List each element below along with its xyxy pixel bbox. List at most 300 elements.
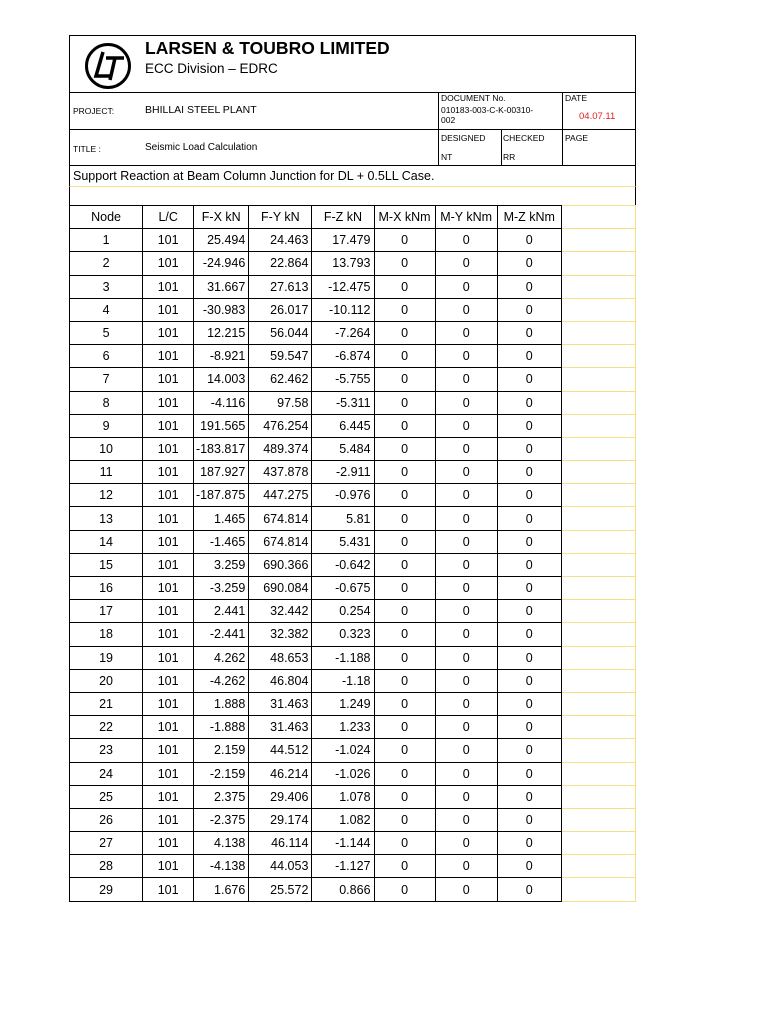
table-cell: 0 bbox=[374, 762, 435, 785]
spare-cell bbox=[561, 391, 635, 414]
table-cell: -183.817 bbox=[194, 437, 249, 460]
table-cell: 690.084 bbox=[249, 577, 312, 600]
table-cell: -7.264 bbox=[312, 321, 374, 344]
table-cell: 191.565 bbox=[194, 414, 249, 437]
table-cell: 0 bbox=[497, 391, 561, 414]
table-cell: 101 bbox=[143, 229, 194, 252]
table-cell: -1.18 bbox=[312, 669, 374, 692]
table-cell: 0 bbox=[435, 878, 497, 901]
table-cell: 4.138 bbox=[194, 832, 249, 855]
spare-cell bbox=[561, 762, 635, 785]
table-cell: 13.793 bbox=[312, 252, 374, 275]
table-cell: 31.667 bbox=[194, 275, 249, 298]
spare-cell bbox=[561, 808, 635, 831]
table-cell: -1.024 bbox=[312, 739, 374, 762]
table-cell: 0 bbox=[497, 808, 561, 831]
table-cell: 101 bbox=[143, 646, 194, 669]
spare-cell bbox=[561, 716, 635, 739]
table-caption-text: Support Reaction at Beam Column Junction for DL + 0.5LL Case. bbox=[73, 169, 435, 183]
table-cell: 0 bbox=[497, 716, 561, 739]
title-value: Seismic Load Calculation bbox=[145, 142, 258, 153]
table-cell: 13 bbox=[70, 507, 143, 530]
table-cell: 5 bbox=[70, 321, 143, 344]
table-cell: 0 bbox=[374, 669, 435, 692]
table-cell: 62.462 bbox=[249, 368, 312, 391]
table-cell: 0 bbox=[435, 716, 497, 739]
table-row bbox=[70, 298, 636, 321]
table-row bbox=[70, 669, 636, 692]
table-cell: 2.159 bbox=[194, 739, 249, 762]
table-cell: 1.676 bbox=[194, 878, 249, 901]
table-cell: 0 bbox=[435, 275, 497, 298]
table-cell: 0 bbox=[374, 461, 435, 484]
table-row bbox=[70, 692, 636, 715]
table-cell: 5.484 bbox=[312, 437, 374, 460]
table-row bbox=[70, 252, 636, 275]
table-cell: 7 bbox=[70, 368, 143, 391]
table-cell: 0 bbox=[374, 530, 435, 553]
table-cell: 101 bbox=[143, 414, 194, 437]
page-label: PAGE bbox=[565, 133, 588, 143]
support-reaction-table bbox=[69, 205, 636, 902]
table-cell: 0 bbox=[497, 345, 561, 368]
table-cell: 187.927 bbox=[194, 461, 249, 484]
table-cell: 0 bbox=[435, 762, 497, 785]
table-cell: 101 bbox=[143, 785, 194, 808]
table-cell: 101 bbox=[143, 669, 194, 692]
table-cell: 101 bbox=[143, 368, 194, 391]
table-cell: 0 bbox=[435, 600, 497, 623]
table-cell: 17.479 bbox=[312, 229, 374, 252]
table-row bbox=[70, 808, 636, 831]
table-cell: 0 bbox=[435, 577, 497, 600]
table-cell: 0 bbox=[497, 739, 561, 762]
table-cell: 0 bbox=[497, 437, 561, 460]
spare-cell bbox=[561, 252, 635, 275]
table-cell: 101 bbox=[143, 692, 194, 715]
table-cell: -10.112 bbox=[312, 298, 374, 321]
table-cell: 28 bbox=[70, 855, 143, 878]
spare-cell bbox=[561, 321, 635, 344]
column-header: F-X kN bbox=[194, 206, 249, 229]
table-row bbox=[70, 878, 636, 901]
table-cell: 18 bbox=[70, 623, 143, 646]
table-cell: 0 bbox=[435, 252, 497, 275]
table-cell: 21 bbox=[70, 692, 143, 715]
table-cell: 24 bbox=[70, 762, 143, 785]
table-cell: -1.188 bbox=[312, 646, 374, 669]
table-cell: 22.864 bbox=[249, 252, 312, 275]
table-cell: 48.653 bbox=[249, 646, 312, 669]
table-row bbox=[70, 716, 636, 739]
table-cell: 101 bbox=[143, 298, 194, 321]
table-cell: 0 bbox=[374, 229, 435, 252]
project-label: PROJECT: bbox=[73, 106, 115, 116]
table-row bbox=[70, 391, 636, 414]
table-cell: 0 bbox=[435, 692, 497, 715]
table-row bbox=[70, 414, 636, 437]
table-cell: 20 bbox=[70, 669, 143, 692]
table-cell: 2 bbox=[70, 252, 143, 275]
table-cell: 0 bbox=[374, 368, 435, 391]
table-cell: -187.875 bbox=[194, 484, 249, 507]
table-cell: 46.114 bbox=[249, 832, 312, 855]
table-cell: 31.463 bbox=[249, 692, 312, 715]
table-cell: 0 bbox=[435, 437, 497, 460]
table-cell: 22 bbox=[70, 716, 143, 739]
table-cell: -3.259 bbox=[194, 577, 249, 600]
table-cell: 0 bbox=[374, 252, 435, 275]
table-cell: 0 bbox=[374, 692, 435, 715]
table-cell: 27 bbox=[70, 832, 143, 855]
table-cell: 15 bbox=[70, 553, 143, 576]
table-row bbox=[70, 623, 636, 646]
designed-value: NT bbox=[441, 152, 453, 162]
spare-cell bbox=[561, 229, 635, 252]
table-row bbox=[70, 368, 636, 391]
checked-value: RR bbox=[503, 152, 516, 162]
table-cell: 0 bbox=[497, 530, 561, 553]
table-cell: 26.017 bbox=[249, 298, 312, 321]
table-cell: 0 bbox=[497, 275, 561, 298]
table-cell: 101 bbox=[143, 345, 194, 368]
table-cell: 1.082 bbox=[312, 808, 374, 831]
date-label: DATE bbox=[565, 93, 588, 103]
table-cell: 4 bbox=[70, 298, 143, 321]
table-cell: -8.921 bbox=[194, 345, 249, 368]
table-cell: 46.804 bbox=[249, 669, 312, 692]
table-cell: -0.675 bbox=[312, 577, 374, 600]
table-cell: -2.375 bbox=[194, 808, 249, 831]
table-row bbox=[70, 855, 636, 878]
table-cell: 32.442 bbox=[249, 600, 312, 623]
column-header: F-Z kN bbox=[312, 206, 374, 229]
table-cell: 0 bbox=[374, 437, 435, 460]
document-label: DOCUMENT No. bbox=[441, 93, 506, 103]
table-cell: 101 bbox=[143, 530, 194, 553]
table-cell: 0 bbox=[435, 623, 497, 646]
table-cell: 0 bbox=[435, 368, 497, 391]
table-cell: -4.138 bbox=[194, 855, 249, 878]
table-row bbox=[70, 832, 636, 855]
table-cell: 0 bbox=[374, 832, 435, 855]
company-name: LARSEN & TOUBRO LIMITED bbox=[145, 38, 390, 58]
table-cell: -2.441 bbox=[194, 623, 249, 646]
table-cell: 27.613 bbox=[249, 275, 312, 298]
table-cell: 0.323 bbox=[312, 623, 374, 646]
lt-logo-icon bbox=[84, 42, 132, 90]
spare-cell bbox=[561, 692, 635, 715]
table-cell: 1.249 bbox=[312, 692, 374, 715]
table-cell: 0 bbox=[374, 391, 435, 414]
table-cell: 25.494 bbox=[194, 229, 249, 252]
table-cell: 0 bbox=[435, 785, 497, 808]
table-cell: 489.374 bbox=[249, 437, 312, 460]
table-cell: 0 bbox=[374, 623, 435, 646]
spare-cell bbox=[561, 553, 635, 576]
table-cell: -0.642 bbox=[312, 553, 374, 576]
table-cell: 0 bbox=[497, 414, 561, 437]
spare-cell bbox=[561, 414, 635, 437]
table-row bbox=[70, 600, 636, 623]
project-value: BHILLAI STEEL PLANT bbox=[145, 104, 257, 116]
table-row bbox=[70, 762, 636, 785]
table-cell: 0 bbox=[497, 600, 561, 623]
table-cell: 0 bbox=[374, 577, 435, 600]
spare-cell bbox=[561, 739, 635, 762]
table-cell: -5.755 bbox=[312, 368, 374, 391]
division-name: ECC Division – EDRC bbox=[145, 61, 278, 76]
table-cell: 0 bbox=[497, 646, 561, 669]
table-cell: 12 bbox=[70, 484, 143, 507]
table-cell: 0 bbox=[435, 808, 497, 831]
table-cell: 29.406 bbox=[249, 785, 312, 808]
table-cell: 0 bbox=[374, 600, 435, 623]
table-cell: 101 bbox=[143, 600, 194, 623]
table-cell: 0 bbox=[435, 507, 497, 530]
table-row bbox=[70, 484, 636, 507]
table-row bbox=[70, 577, 636, 600]
table-cell: 0 bbox=[497, 785, 561, 808]
table-row bbox=[70, 553, 636, 576]
spare-cell bbox=[561, 832, 635, 855]
date-value: 04.07.11 bbox=[579, 111, 616, 122]
spare-cell bbox=[561, 345, 635, 368]
table-cell: 46.214 bbox=[249, 762, 312, 785]
table-cell: 29 bbox=[70, 878, 143, 901]
table-cell: 101 bbox=[143, 878, 194, 901]
table-cell: 0 bbox=[497, 669, 561, 692]
table-cell: 0 bbox=[435, 553, 497, 576]
table-cell: 101 bbox=[143, 832, 194, 855]
table-cell: 0 bbox=[435, 391, 497, 414]
table-cell: 476.254 bbox=[249, 414, 312, 437]
table-cell: 0 bbox=[374, 275, 435, 298]
table-row bbox=[70, 229, 636, 252]
table-cell: 0 bbox=[435, 646, 497, 669]
table-cell: -4.262 bbox=[194, 669, 249, 692]
table-cell: 3 bbox=[70, 275, 143, 298]
spare-cell bbox=[561, 577, 635, 600]
table-cell: 0 bbox=[497, 577, 561, 600]
table-header-row bbox=[70, 206, 636, 229]
table-cell: -1.465 bbox=[194, 530, 249, 553]
spare-cell bbox=[561, 878, 635, 901]
table-cell: -30.983 bbox=[194, 298, 249, 321]
table-cell: 101 bbox=[143, 391, 194, 414]
table-cell: -1.888 bbox=[194, 716, 249, 739]
table-cell: -12.475 bbox=[312, 275, 374, 298]
table-cell: 0 bbox=[374, 484, 435, 507]
table-cell: 32.382 bbox=[249, 623, 312, 646]
table-cell: -2.159 bbox=[194, 762, 249, 785]
table-cell: 0 bbox=[497, 484, 561, 507]
spare-cell bbox=[561, 855, 635, 878]
table-cell: 0 bbox=[374, 878, 435, 901]
table-cell: 6.445 bbox=[312, 414, 374, 437]
table-cell: 1.233 bbox=[312, 716, 374, 739]
table-cell: 19 bbox=[70, 646, 143, 669]
table-cell: 1.888 bbox=[194, 692, 249, 715]
table-cell: 101 bbox=[143, 716, 194, 739]
spare-cell bbox=[561, 298, 635, 321]
table-cell: 29.174 bbox=[249, 808, 312, 831]
table-cell: -24.946 bbox=[194, 252, 249, 275]
column-header: M-Y kNm bbox=[435, 206, 497, 229]
table-cell: 674.814 bbox=[249, 507, 312, 530]
table-cell: 14.003 bbox=[194, 368, 249, 391]
table-cell: 0 bbox=[374, 507, 435, 530]
table-cell: 0.254 bbox=[312, 600, 374, 623]
table-row bbox=[70, 275, 636, 298]
table-cell: 0 bbox=[374, 785, 435, 808]
table-cell: 25 bbox=[70, 785, 143, 808]
table-cell: 101 bbox=[143, 321, 194, 344]
table-cell: 0 bbox=[435, 298, 497, 321]
table-cell: 0 bbox=[374, 646, 435, 669]
sheet-header bbox=[69, 35, 636, 165]
table-cell: 0 bbox=[435, 229, 497, 252]
table-cell: 101 bbox=[143, 808, 194, 831]
table-cell: 101 bbox=[143, 252, 194, 275]
table-cell: 0 bbox=[497, 762, 561, 785]
table-cell: 1 bbox=[70, 229, 143, 252]
table-cell: 0 bbox=[374, 808, 435, 831]
table-cell: 447.275 bbox=[249, 484, 312, 507]
table-cell: 0 bbox=[435, 461, 497, 484]
blank-row bbox=[69, 186, 636, 205]
spare-cell bbox=[561, 484, 635, 507]
spare-cell bbox=[561, 507, 635, 530]
table-cell: 101 bbox=[143, 275, 194, 298]
table-cell: 0 bbox=[435, 484, 497, 507]
table-cell: -1.144 bbox=[312, 832, 374, 855]
table-cell: 4.262 bbox=[194, 646, 249, 669]
table-cell: 0.866 bbox=[312, 878, 374, 901]
table-cell: 5.81 bbox=[312, 507, 374, 530]
table-cell: 6 bbox=[70, 345, 143, 368]
spare-cell bbox=[561, 206, 635, 229]
table-cell: 101 bbox=[143, 553, 194, 576]
table-row bbox=[70, 461, 636, 484]
table-row bbox=[70, 646, 636, 669]
table-cell: 0 bbox=[497, 507, 561, 530]
table-cell: 437.878 bbox=[249, 461, 312, 484]
table-cell: 0 bbox=[497, 692, 561, 715]
document-value-line2: 002 bbox=[441, 115, 456, 125]
spare-cell bbox=[561, 669, 635, 692]
document-value-line1: 010183-003-C-K-00310- bbox=[441, 105, 534, 115]
table-cell: 0 bbox=[374, 739, 435, 762]
table-cell: 101 bbox=[143, 484, 194, 507]
table-cell: 101 bbox=[143, 855, 194, 878]
table-cell: 8 bbox=[70, 391, 143, 414]
table-cell: 16 bbox=[70, 577, 143, 600]
table-cell: 44.512 bbox=[249, 739, 312, 762]
table-cell: 59.547 bbox=[249, 345, 312, 368]
table-cell: 674.814 bbox=[249, 530, 312, 553]
column-header: L/C bbox=[143, 206, 194, 229]
table-cell: 56.044 bbox=[249, 321, 312, 344]
table-cell: -5.311 bbox=[312, 391, 374, 414]
column-header: M-Z kNm bbox=[497, 206, 561, 229]
table-cell: 44.053 bbox=[249, 855, 312, 878]
table-cell: 0 bbox=[435, 855, 497, 878]
table-cell: 101 bbox=[143, 437, 194, 460]
table-cell: 0 bbox=[374, 321, 435, 344]
table-cell: 0 bbox=[497, 252, 561, 275]
checked-label: CHECKED bbox=[503, 133, 545, 143]
table-cell: 101 bbox=[143, 623, 194, 646]
table-cell: -6.874 bbox=[312, 345, 374, 368]
table-cell: 1.078 bbox=[312, 785, 374, 808]
table-cell: 0 bbox=[497, 298, 561, 321]
table-cell: 26 bbox=[70, 808, 143, 831]
table-cell: 0 bbox=[374, 298, 435, 321]
table-cell: -4.116 bbox=[194, 391, 249, 414]
table-cell: 3.259 bbox=[194, 553, 249, 576]
table-cell: 0 bbox=[374, 553, 435, 576]
table-row bbox=[70, 785, 636, 808]
spare-cell bbox=[561, 437, 635, 460]
table-cell: 5.431 bbox=[312, 530, 374, 553]
table-cell: 0 bbox=[374, 855, 435, 878]
spare-cell bbox=[561, 368, 635, 391]
table-row bbox=[70, 530, 636, 553]
designed-label: DESIGNED bbox=[441, 133, 486, 143]
table-cell: 0 bbox=[497, 321, 561, 344]
calculation-sheet bbox=[69, 35, 636, 902]
table-cell: 0 bbox=[497, 553, 561, 576]
table-cell: 0 bbox=[374, 345, 435, 368]
table-cell: -1.026 bbox=[312, 762, 374, 785]
table-cell: 0 bbox=[497, 368, 561, 391]
spare-cell bbox=[561, 461, 635, 484]
table-cell: 0 bbox=[497, 855, 561, 878]
table-cell: 23 bbox=[70, 739, 143, 762]
table-row bbox=[70, 739, 636, 762]
table-cell: 1.465 bbox=[194, 507, 249, 530]
table-cell: 0 bbox=[497, 832, 561, 855]
spare-cell bbox=[561, 646, 635, 669]
table-cell: 101 bbox=[143, 739, 194, 762]
title-label: TITLE : bbox=[73, 144, 101, 154]
table-cell: 31.463 bbox=[249, 716, 312, 739]
table-row bbox=[70, 507, 636, 530]
table-cell: 24.463 bbox=[249, 229, 312, 252]
table-row bbox=[70, 345, 636, 368]
table-row bbox=[70, 321, 636, 344]
column-header: M-X kNm bbox=[374, 206, 435, 229]
table-cell: 0 bbox=[435, 832, 497, 855]
table-cell: 97.58 bbox=[249, 391, 312, 414]
spare-cell bbox=[561, 600, 635, 623]
table-cell: 101 bbox=[143, 762, 194, 785]
column-header: Node bbox=[70, 206, 143, 229]
table-cell: 0 bbox=[435, 669, 497, 692]
table-cell: 0 bbox=[435, 321, 497, 344]
spare-cell bbox=[561, 623, 635, 646]
table-cell: 0 bbox=[435, 530, 497, 553]
table-cell: -1.127 bbox=[312, 855, 374, 878]
table-cell: 0 bbox=[497, 623, 561, 646]
table-cell: 17 bbox=[70, 600, 143, 623]
table-cell: 0 bbox=[497, 878, 561, 901]
table-cell: 11 bbox=[70, 461, 143, 484]
table-cell: 0 bbox=[435, 739, 497, 762]
spare-cell bbox=[561, 275, 635, 298]
spare-cell bbox=[561, 785, 635, 808]
